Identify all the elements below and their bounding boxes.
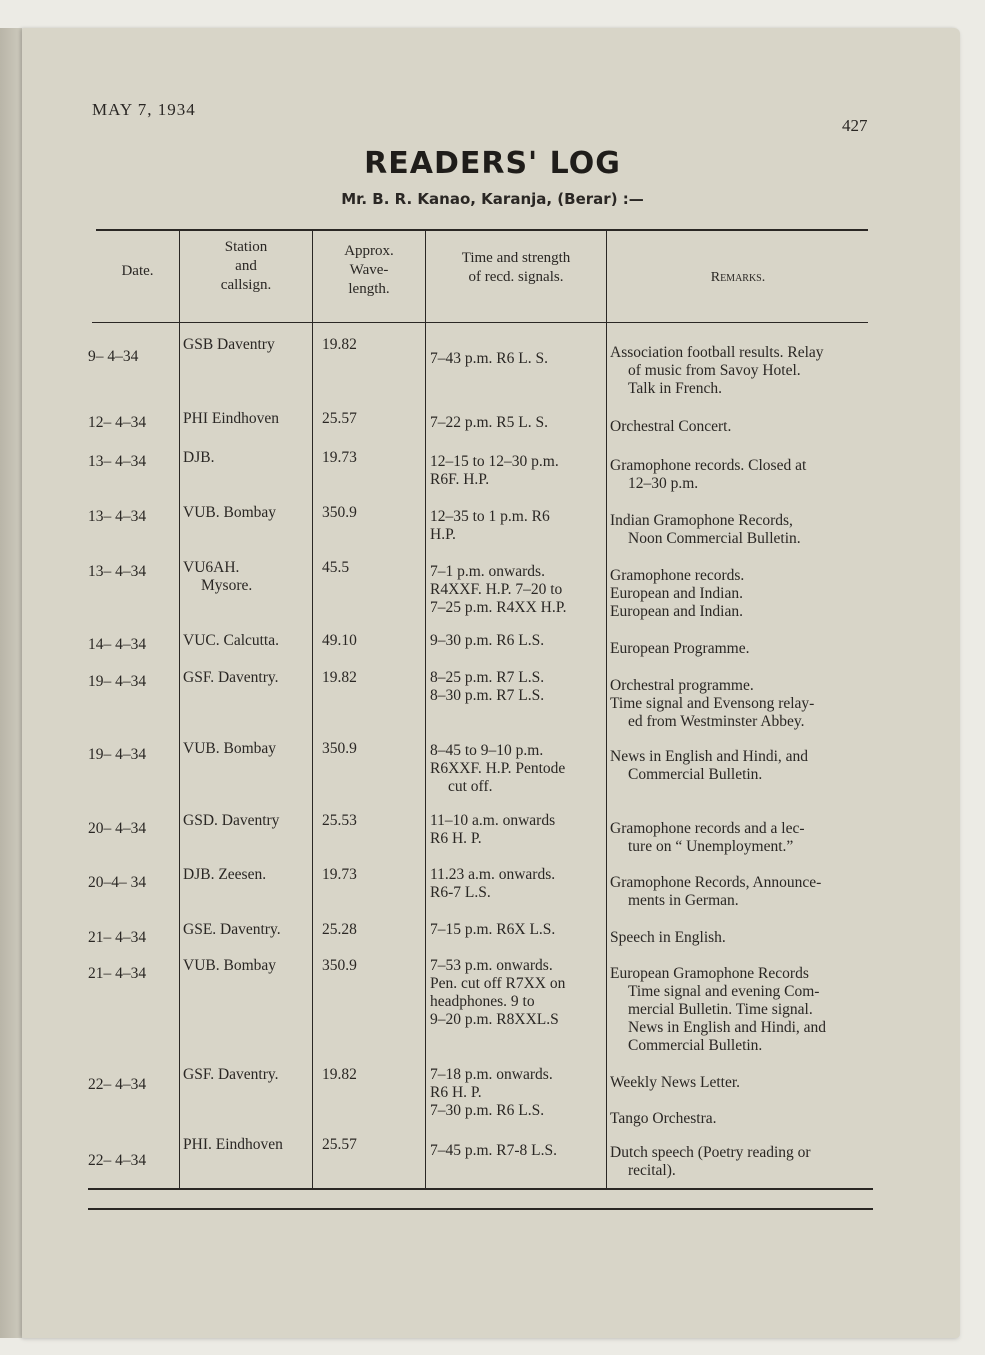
- log-remarks: News in English and Hindi, and: [610, 748, 809, 765]
- log-wavelength: 19.73: [322, 866, 357, 883]
- log-wavelength: 19.82: [322, 1066, 357, 1083]
- column-divider: [179, 229, 180, 1189]
- log-remarks: of music from Savoy Hotel.: [628, 362, 801, 379]
- log-remarks: Orchestral Concert.: [610, 418, 732, 435]
- log-remarks: mercial Bulletin. Time signal.: [628, 1001, 813, 1018]
- column-header-station: [180, 238, 312, 295]
- header-line: Station: [224, 239, 268, 255]
- log-remarks: Commercial Bulletin.: [628, 1037, 763, 1054]
- log-remarks: Speech in English.: [610, 929, 726, 946]
- log-station: VUB. Bombay: [183, 740, 276, 757]
- log-remarks: Weekly News Letter.: [610, 1074, 741, 1091]
- log-remarks: Commercial Bulletin.: [628, 766, 763, 783]
- log-time-strength: 7–15 p.m. R6X L.S.: [430, 921, 556, 938]
- log-station: VUC. Calcutta.: [183, 632, 279, 649]
- log-time-strength: R6F. H.P.: [430, 471, 490, 488]
- column-divider: [425, 229, 426, 1189]
- log-time-strength: 7–22 p.m. R5 L. S.: [430, 414, 548, 431]
- log-wavelength: 25.53: [322, 812, 357, 829]
- log-date: 22– 4–34: [88, 1076, 147, 1093]
- log-wavelength: 49.10: [322, 632, 357, 649]
- log-time-strength: R6-7 L.S.: [430, 884, 491, 901]
- log-station: DJB.: [183, 449, 215, 466]
- header-bottom-rule: [92, 322, 868, 323]
- header-line: of recd. signals.: [468, 269, 564, 285]
- log-remarks: Dutch speech (Poetry reading or: [610, 1144, 811, 1161]
- log-station: GSE. Daventry.: [183, 921, 281, 938]
- log-remarks: ed from Westminster Abbey.: [628, 713, 805, 730]
- log-time-strength: R4XXF. H.P. 7–20 to: [430, 581, 563, 598]
- log-time-strength: 8–25 p.m. R7 L.S.: [430, 669, 545, 686]
- log-time-strength: R6 H. P.: [430, 1084, 482, 1101]
- log-time-strength: Pen. cut off R7XX on: [430, 975, 566, 992]
- page-bottom-rule: [88, 1208, 873, 1210]
- log-station: GSB Daventry: [183, 336, 275, 353]
- log-remarks: European and Indian.: [610, 585, 743, 602]
- log-remarks: Tango Orchestra.: [610, 1110, 717, 1127]
- log-remarks: Association football results. Relay: [610, 344, 824, 361]
- log-date: 21– 4–34: [88, 929, 147, 946]
- log-date: 13– 4–34: [88, 453, 147, 470]
- log-date: 19– 4–34: [88, 673, 147, 690]
- log-remarks: European Gramophone Records: [610, 965, 809, 982]
- log-remarks: News in English and Hindi, and: [628, 1019, 827, 1036]
- log-remarks: Indian Gramophone Records,: [610, 512, 793, 529]
- log-time-strength: H.P.: [430, 526, 456, 543]
- header-line: and: [235, 258, 257, 274]
- log-station: VUB. Bombay: [183, 957, 276, 974]
- log-date: 20–4– 34: [88, 874, 147, 891]
- log-wavelength: 25.57: [322, 1136, 357, 1153]
- log-time-strength: 7–1 p.m. onwards.: [430, 563, 545, 580]
- log-time-strength: 11.23 a.m. onwards.: [430, 866, 556, 883]
- log-remarks: Gramophone records and a lec-: [610, 820, 805, 837]
- log-date: 21– 4–34: [88, 965, 147, 982]
- log-wavelength: 350.9: [322, 740, 357, 757]
- log-station: PHI. Eindhoven: [183, 1136, 283, 1153]
- header-line: callsign.: [220, 277, 272, 293]
- log-remarks: Talk in French.: [628, 380, 723, 397]
- log-date: 13– 4–34: [88, 508, 147, 525]
- column-divider: [312, 229, 313, 1189]
- log-time-strength: cut off.: [448, 778, 493, 795]
- log-remarks: recital).: [628, 1162, 676, 1179]
- log-time-strength: 12–35 to 1 p.m. R6: [430, 508, 550, 525]
- log-station: GSF. Daventry.: [183, 1066, 279, 1083]
- log-wavelength: 19.73: [322, 449, 357, 466]
- log-remarks: Gramophone records.: [610, 567, 745, 584]
- log-time-strength: 11–10 a.m. onwards: [430, 812, 556, 829]
- log-wavelength: 45.5: [322, 559, 350, 576]
- log-remarks: European Programme.: [610, 640, 750, 657]
- column-header-date: Date.: [121, 263, 154, 279]
- log-time-strength: 9–30 p.m. R6 L.S.: [430, 632, 545, 649]
- header-line: Time and strength: [461, 250, 571, 266]
- log-remarks: ments in German.: [628, 892, 739, 909]
- log-date: 12– 4–34: [88, 414, 147, 431]
- page-title: READERS' LOG: [364, 146, 621, 181]
- table-top-rule: [96, 229, 868, 231]
- book-spine: [0, 28, 22, 1338]
- log-time-strength: 7–30 p.m. R6 L.S.: [430, 1102, 545, 1119]
- log-station: GSD. Daventry: [183, 812, 280, 829]
- log-date: 20– 4–34: [88, 820, 147, 837]
- header-line: Wave-: [349, 262, 389, 278]
- column-header-remarks: Remarks.: [710, 270, 766, 285]
- log-time-strength: 8–30 p.m. R7 L.S.: [430, 687, 545, 704]
- column-header-time: [426, 249, 606, 287]
- log-station: VU6AH.: [183, 559, 240, 576]
- log-wavelength: 350.9: [322, 504, 357, 521]
- log-date: 9– 4–34: [88, 348, 139, 365]
- log-remarks: Gramophone records. Closed at: [610, 457, 807, 474]
- page-number: 427: [842, 116, 868, 135]
- log-wavelength: 25.57: [322, 410, 357, 427]
- log-date: 22– 4–34: [88, 1152, 147, 1169]
- column-header-wavelength: [313, 242, 425, 299]
- log-time-strength: 7–43 p.m. R6 L. S.: [430, 350, 548, 367]
- log-wavelength: 25.28: [322, 921, 357, 938]
- log-remarks: Orchestral programme.: [610, 677, 754, 694]
- log-time-strength: R6XXF. H.P. Pentode: [430, 760, 566, 777]
- log-time-strength: 7–25 p.m. R4XX H.P.: [430, 599, 567, 616]
- log-station: DJB. Zeesen.: [183, 866, 267, 883]
- log-time-strength: 7–18 p.m. onwards.: [430, 1066, 553, 1083]
- column-divider: [606, 229, 607, 1189]
- log-time-strength: R6 H. P.: [430, 830, 482, 847]
- header-line: length.: [348, 281, 390, 297]
- log-wavelength: 350.9: [322, 957, 357, 974]
- log-date: 19– 4–34: [88, 746, 147, 763]
- log-remarks: Time signal and evening Com-: [628, 983, 820, 1000]
- log-time-strength: 7–53 p.m. onwards.: [430, 957, 553, 974]
- log-station: GSF. Daventry.: [183, 669, 279, 686]
- header-line: Approx.: [344, 243, 394, 259]
- log-time-strength: headphones. 9 to: [430, 993, 535, 1010]
- log-station-location: Mysore.: [201, 577, 253, 594]
- issue-date: MAY 7, 1934: [92, 100, 196, 119]
- log-date: 13– 4–34: [88, 563, 147, 580]
- table-bottom-rule: [88, 1188, 873, 1190]
- log-time-strength: 8–45 to 9–10 p.m.: [430, 742, 544, 759]
- log-remarks: Gramophone Records, Announce-: [610, 874, 822, 891]
- log-wavelength: 19.82: [322, 669, 357, 686]
- log-remarks: Noon Commercial Bulletin.: [628, 530, 801, 547]
- log-remarks: 12–30 p.m.: [628, 475, 699, 492]
- log-station: VUB. Bombay: [183, 504, 276, 521]
- log-time-strength: 12–15 to 12–30 p.m.: [430, 453, 559, 470]
- log-time-strength: 7–45 p.m. R7-8 L.S.: [430, 1142, 558, 1159]
- log-remarks: European and Indian.: [610, 603, 743, 620]
- log-wavelength: 19.82: [322, 336, 357, 353]
- log-time-strength: 9–20 p.m. R8XXL.S: [430, 1011, 559, 1028]
- log-remarks: ture on “ Unemployment.”: [628, 838, 794, 855]
- contributor-line: Mr. B. R. Kanao, Karanja, (Berar) :—: [341, 190, 644, 208]
- log-remarks: Time signal and Evensong relay-: [610, 695, 815, 712]
- log-date: 14– 4–34: [88, 636, 147, 653]
- log-station: PHI Eindhoven: [183, 410, 280, 427]
